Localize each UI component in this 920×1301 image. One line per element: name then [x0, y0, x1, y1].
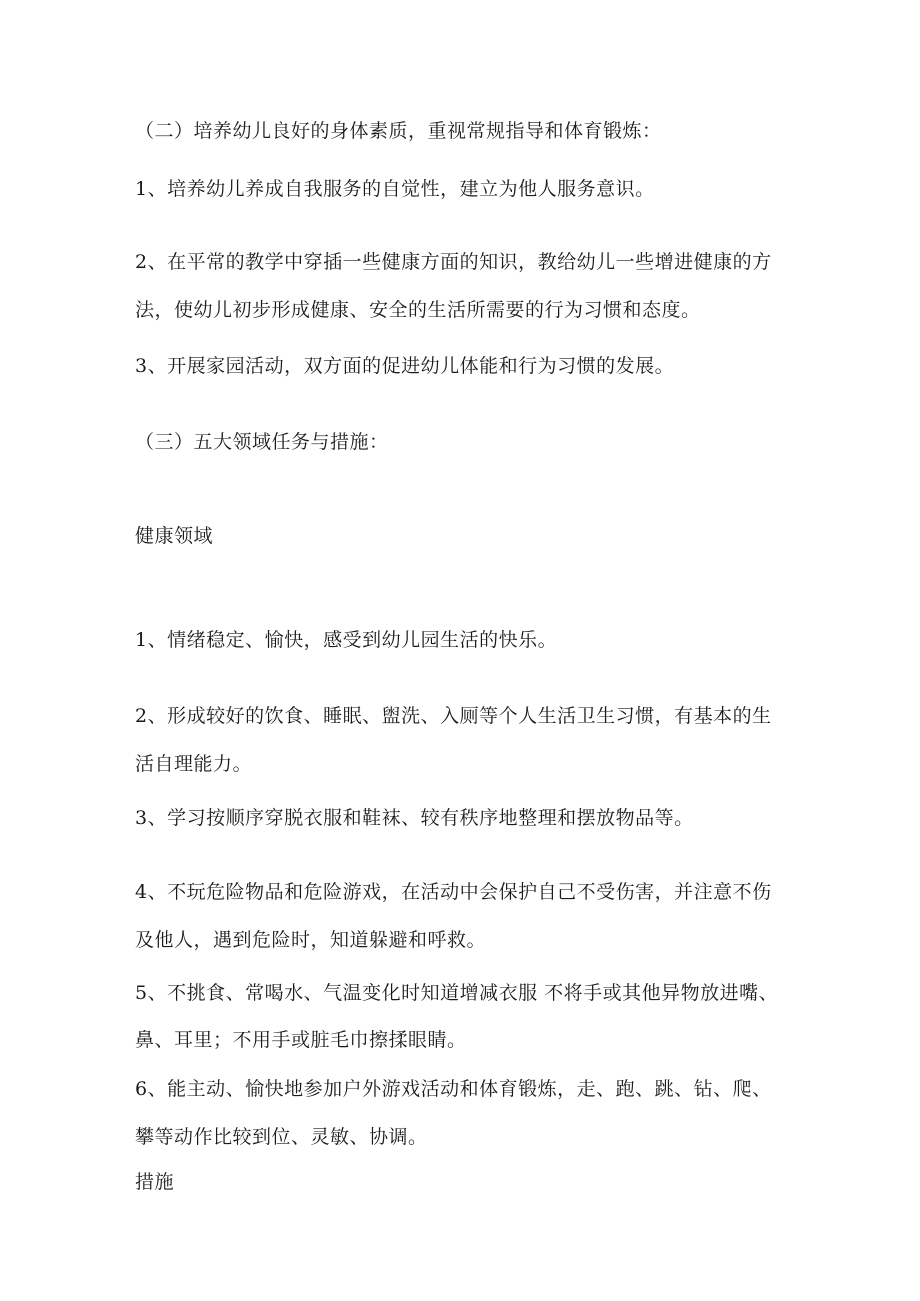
health-item-5-cont: 鼻、耳里；不用手或脏毛巾擦揉眼睛。 — [135, 1029, 467, 1051]
health-item-4-cont: 及他人，遇到危险时，知道躲避和呼救。 — [135, 929, 487, 951]
health-domain-heading: 健康领域 — [135, 525, 214, 547]
health-item-6: 6、能主动、愉快地参加户外游戏活动和体育锻炼，走、跑、跳、钻、爬、 — [135, 1078, 772, 1100]
section-2-item-2-cont: 法，使幼儿初步形成健康、安全的生活所需要的行为习惯和态度。 — [135, 299, 701, 321]
health-item-6-cont: 攀等动作比较到位、灵敏、协调。 — [135, 1126, 428, 1148]
health-item-2: 2、形成较好的饮食、睡眠、盥洗、入厕等个人生活卫生习惯，有基本的生 — [135, 705, 772, 727]
section-2-heading: （二）培养幼儿良好的身体素质，重视常规指导和体育锻炼： — [135, 120, 662, 142]
section-3-heading: （三）五大领域任务与措施： — [135, 431, 389, 453]
measures-heading: 措施 — [135, 1171, 175, 1193]
health-item-3: 3、学习按顺序穿脱衣服和鞋袜、较有秩序地整理和摆放物品等。 — [135, 807, 694, 829]
health-item-1: 1、情绪稳定、愉快，感受到幼儿园生活的快乐。 — [135, 629, 558, 651]
health-item-2-cont: 活自理能力。 — [135, 753, 253, 775]
section-2-item-3: 3、开展家园活动，双方面的促进幼儿体能和行为习惯的发展。 — [135, 355, 675, 377]
section-2-item-2: 2、在平常的教学中穿插一些健康方面的知识，教给幼儿一些增进健康的方 — [135, 251, 772, 273]
health-item-5: 5、不挑食、常喝水、气温变化时知道增减衣服 不将手或其他异物放进嘴、 — [135, 982, 779, 1004]
section-2-item-1: 1、培养幼儿养成自我服务的自觉性，建立为他人服务意识。 — [135, 178, 655, 200]
health-item-4: 4、不玩危险物品和危险游戏，在活动中会保护自己不受伤害，并注意不伤 — [135, 881, 772, 903]
